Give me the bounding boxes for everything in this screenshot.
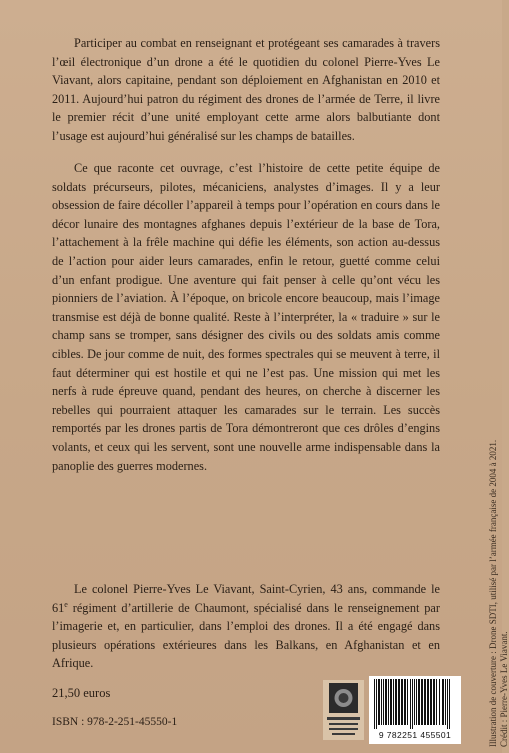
barcode-guard-bar <box>449 679 450 729</box>
barcode-bar <box>398 679 400 725</box>
barcode-bar <box>416 679 417 725</box>
barcode-guard-bar <box>376 679 377 729</box>
isbn: ISBN : 978-2-251-45550-1 <box>52 716 178 728</box>
barcode-bar <box>407 679 408 725</box>
paragraph-text: Participer au combat en renseignant et protégeant ses camarades à travers l’œil électronique d’un drone a été le quotidien du colonel Pierre-Yves Le Viavant, alors capitaine, pendant son déploiement en Afghanistan en 2010 et 2011. Aujourd’hui patron du régiment des drones de l’armée de Terre, il livre le premier récit d’une unité employant cette arme alors balbutiante dont l’usage est aujourd’hui généralisé sur les champs de batailles. <box>52 36 440 143</box>
barcode-bar <box>393 679 394 725</box>
barcode-bars-icon <box>369 676 461 730</box>
ordinal-suffix: e <box>64 599 68 609</box>
author-bio-text <box>52 580 440 673</box>
barcode-bar <box>404 679 406 725</box>
cover-credits <box>488 327 509 747</box>
barcode-bar <box>439 679 440 725</box>
barcode-bar <box>414 679 415 725</box>
barcode-bar <box>424 679 426 725</box>
barcode-guard-bar <box>410 679 411 729</box>
price: 21,50 euros <box>52 686 111 700</box>
barcode-bar <box>427 679 429 725</box>
bio-text-start: Le colonel Pierre-Yves Le Viavant, Saint-Cyrien, 43 ans, commande le 61 <box>52 582 440 615</box>
barcode-bar <box>381 679 382 725</box>
barcode-bar <box>388 679 389 725</box>
barcode-bar <box>418 679 420 725</box>
author-bio <box>52 580 440 673</box>
barcode-bar <box>445 679 446 725</box>
credit-line: Crédit : Pierre-Yves Le Viavant. <box>498 631 509 747</box>
barcode-guard-bar <box>447 679 448 729</box>
barcode-bar <box>383 679 384 725</box>
paragraph-text: Ce que raconte cet ouvrage, c’est l’histoire de cette petite équipe de soldats précurseurs, pilotes, mécaniciens, analystes d’images. Il y a leur obsession de faire décoller l’appareil à temps pour l’opération en cours dans le décor lunaire des montagnes afghanes depuis l’extérieur de la base de Tora, l’attachement à la frêle machine qui défie les éléments, son action au-dessus de l’action pour aider leurs camarades, enfin le retour, guetté comme celui d’un enfant prodigue. Une aventure qui fait penser à celle qu’ont vécu les pionniers de l’aviation. À l’époque, on bricole encore beaucoup, mais l’image transmise est déjà de bonne qualité. Reste à l’interpréter, la « traduire » sur le champ sans se tromper, sans désigner des civils ou des soldats amis comme cibles. De jour comme de nuit, des formes spectrales qui se meuvent à terre, il faut déterminer qui est hostile et qui ne l’est pas. Une mission qui met les nerfs à rude épreuve quand, pendant des heures, on cherche à discerner les rebelles qui pourraient attaquer les camarades sur le terrain. Les succès remportés par les drones partis de Tora démontreront que ces drôles d’engins volants, et ceux qui les servent, sont une nouvelle arme indispensable dans la panoplie des guerres modernes. <box>52 161 440 473</box>
barcode <box>369 676 461 744</box>
barcode-bar <box>401 679 403 725</box>
barcode-bar <box>433 679 435 725</box>
barcode-bar <box>442 679 444 725</box>
barcode-bar <box>436 679 437 725</box>
summary-paragraph-2 <box>52 159 440 475</box>
barcode-bar <box>430 679 432 725</box>
barcode-bar <box>421 679 423 725</box>
barcode-bar <box>378 679 380 725</box>
barcode-digits: 9 782251 455501 <box>378 730 452 740</box>
summary-paragraph-1 <box>52 34 440 146</box>
publisher-logo <box>323 680 364 740</box>
barcode-bar <box>395 679 397 725</box>
bio-text-end: régiment d’artillerie de Chaumont, spécialisé dans le renseignement par l’imagerie et, en particulier, dans l’emploi des drones. Il a été engagé dans plusieurs opérations extérieures dans les Balkans, en Afghanistan et en Afrique. <box>52 600 440 671</box>
barcode-guard-bar <box>374 679 375 729</box>
barcode-bar <box>385 679 387 725</box>
barcode-guard-bar <box>412 679 413 729</box>
barcode-bar <box>390 679 392 725</box>
credit-line: Illustration de couverture : Drone SDTI, utilisé par l’armée française de 2004 à 2021. <box>488 439 498 747</box>
